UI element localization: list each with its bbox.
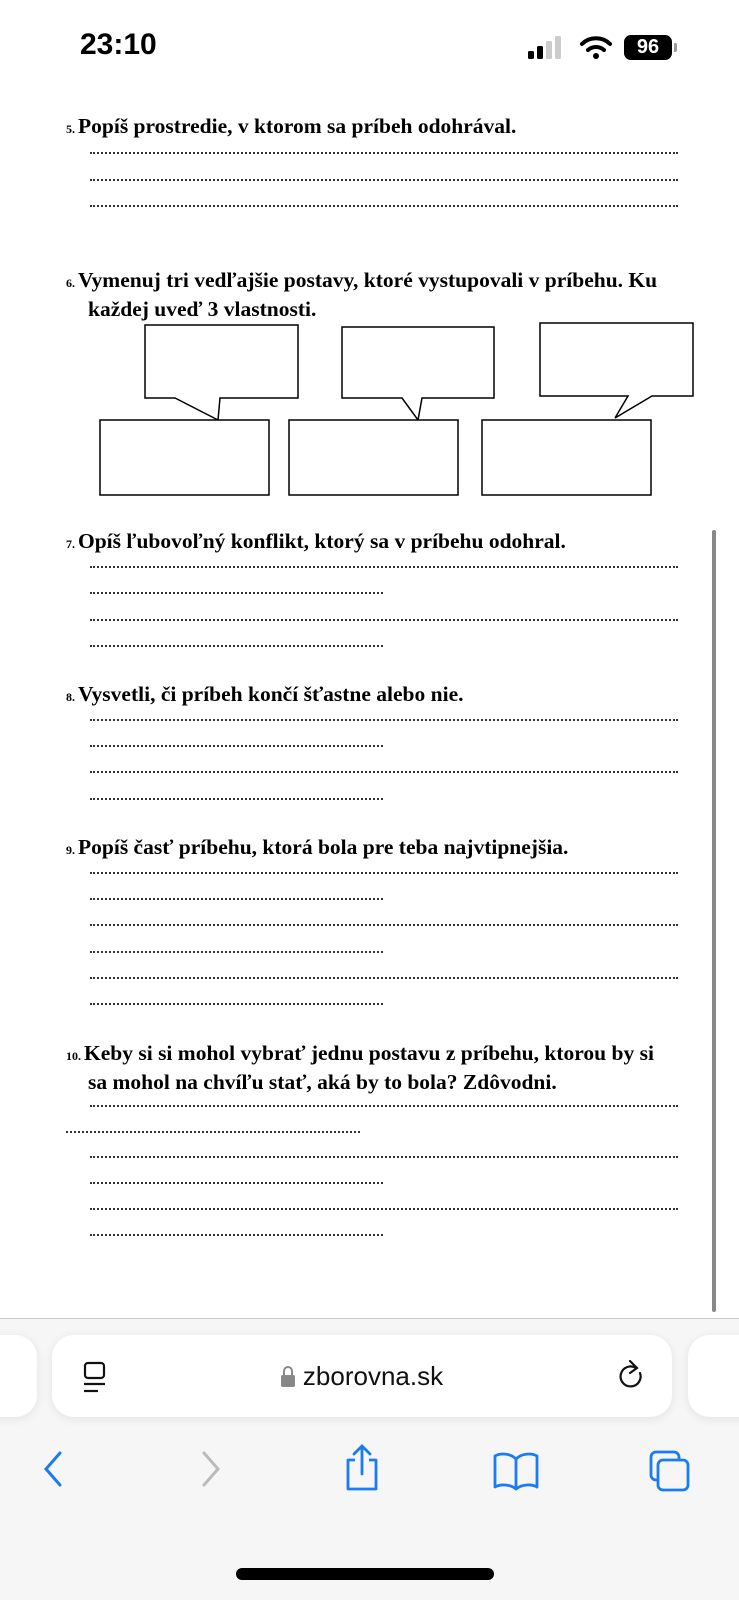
battery-icon (624, 35, 672, 60)
question-7 (66, 528, 566, 557)
url-text: zborovna.sk (302, 1361, 444, 1391)
next-tab-pill[interactable] (688, 1335, 739, 1417)
answer-line[interactable] (90, 1234, 383, 1236)
question-6 (66, 267, 657, 322)
question-text: každej uveď 3 vlastnosti. (88, 297, 317, 321)
question-number: 7. (66, 537, 75, 551)
battery-level: 96 (636, 36, 660, 58)
answer-line[interactable] (90, 719, 678, 721)
question-text: Keby si si mohol vybrať jednu postavu z príbehu, ktorou by si (84, 1041, 654, 1065)
question-text: Vymenuj tri vedľajšie postavy, ktoré vystupovali v príbehu. Ku (78, 268, 658, 292)
answer-line[interactable] (90, 1156, 678, 1158)
home-indicator[interactable] (236, 1568, 494, 1580)
question-9 (66, 834, 568, 863)
previous-tab-pill[interactable] (0, 1335, 37, 1417)
answer-line[interactable] (90, 619, 678, 621)
answer-line[interactable] (90, 205, 678, 207)
question-5 (66, 113, 516, 142)
answer-line[interactable] (66, 1131, 360, 1133)
answer-line[interactable] (90, 592, 383, 594)
answer-line[interactable] (90, 1182, 383, 1184)
wifi-icon (580, 35, 612, 59)
question-text: Popíš časť príbehu, ktorá bola pre teba najvtipnejšia. (78, 835, 569, 859)
share-icon[interactable] (344, 1443, 380, 1493)
scrollbar[interactable] (712, 530, 716, 1312)
question-number: 9. (66, 843, 75, 857)
question-number: 10. (66, 1049, 81, 1063)
speech-bubble (145, 325, 298, 420)
answer-line[interactable] (90, 924, 678, 926)
speech-bubble (540, 323, 693, 418)
answer-line[interactable] (90, 1208, 678, 1210)
answer-line[interactable] (90, 152, 678, 154)
answer-line[interactable] (90, 951, 383, 953)
address-bar[interactable] (52, 1335, 672, 1417)
back-icon[interactable] (40, 1449, 70, 1489)
answer-line[interactable] (90, 898, 383, 900)
forward-icon[interactable] (198, 1449, 228, 1489)
lock-icon (281, 1365, 295, 1387)
answer-line[interactable] (90, 645, 383, 647)
url-display[interactable] (52, 1361, 672, 1392)
browser-toolbar (0, 1318, 739, 1600)
character-box (100, 420, 269, 495)
status-time: 23:10 (80, 28, 157, 61)
tabs-icon[interactable] (648, 1449, 692, 1493)
answer-line[interactable] (90, 745, 383, 747)
answer-line[interactable] (90, 771, 678, 773)
character-box (482, 420, 651, 495)
question-text: Vysvetli, či príbeh končí šťastne alebo nie. (78, 682, 464, 706)
question-number: 8. (66, 690, 75, 704)
question-text: Popíš prostredie, v ktorom sa príbeh odohrával. (78, 114, 517, 138)
question-text: Opíš ľubovoľný konflikt, ktorý sa v príbehu odohral. (78, 529, 566, 553)
answer-line[interactable] (90, 872, 678, 874)
speech-bubble (342, 327, 494, 420)
answer-line[interactable] (90, 798, 383, 800)
question-8 (66, 681, 464, 710)
question-text: sa mohol na chvíľu stať, aká by to bola? Zdôvodni. (88, 1070, 557, 1094)
answer-line[interactable] (90, 977, 678, 979)
answer-line[interactable] (90, 1003, 383, 1005)
question-10 (66, 1040, 654, 1095)
signal-icon (528, 36, 568, 60)
answer-line[interactable] (90, 179, 678, 181)
answer-line[interactable] (90, 566, 678, 568)
question-number: 5. (66, 122, 75, 136)
character-diagram (0, 315, 739, 505)
battery-tip (674, 43, 677, 52)
question-number: 6. (66, 276, 75, 290)
character-box (289, 420, 458, 495)
answer-line[interactable] (90, 1105, 678, 1107)
reload-icon[interactable] (618, 1359, 646, 1393)
bookmarks-icon[interactable] (492, 1451, 540, 1491)
